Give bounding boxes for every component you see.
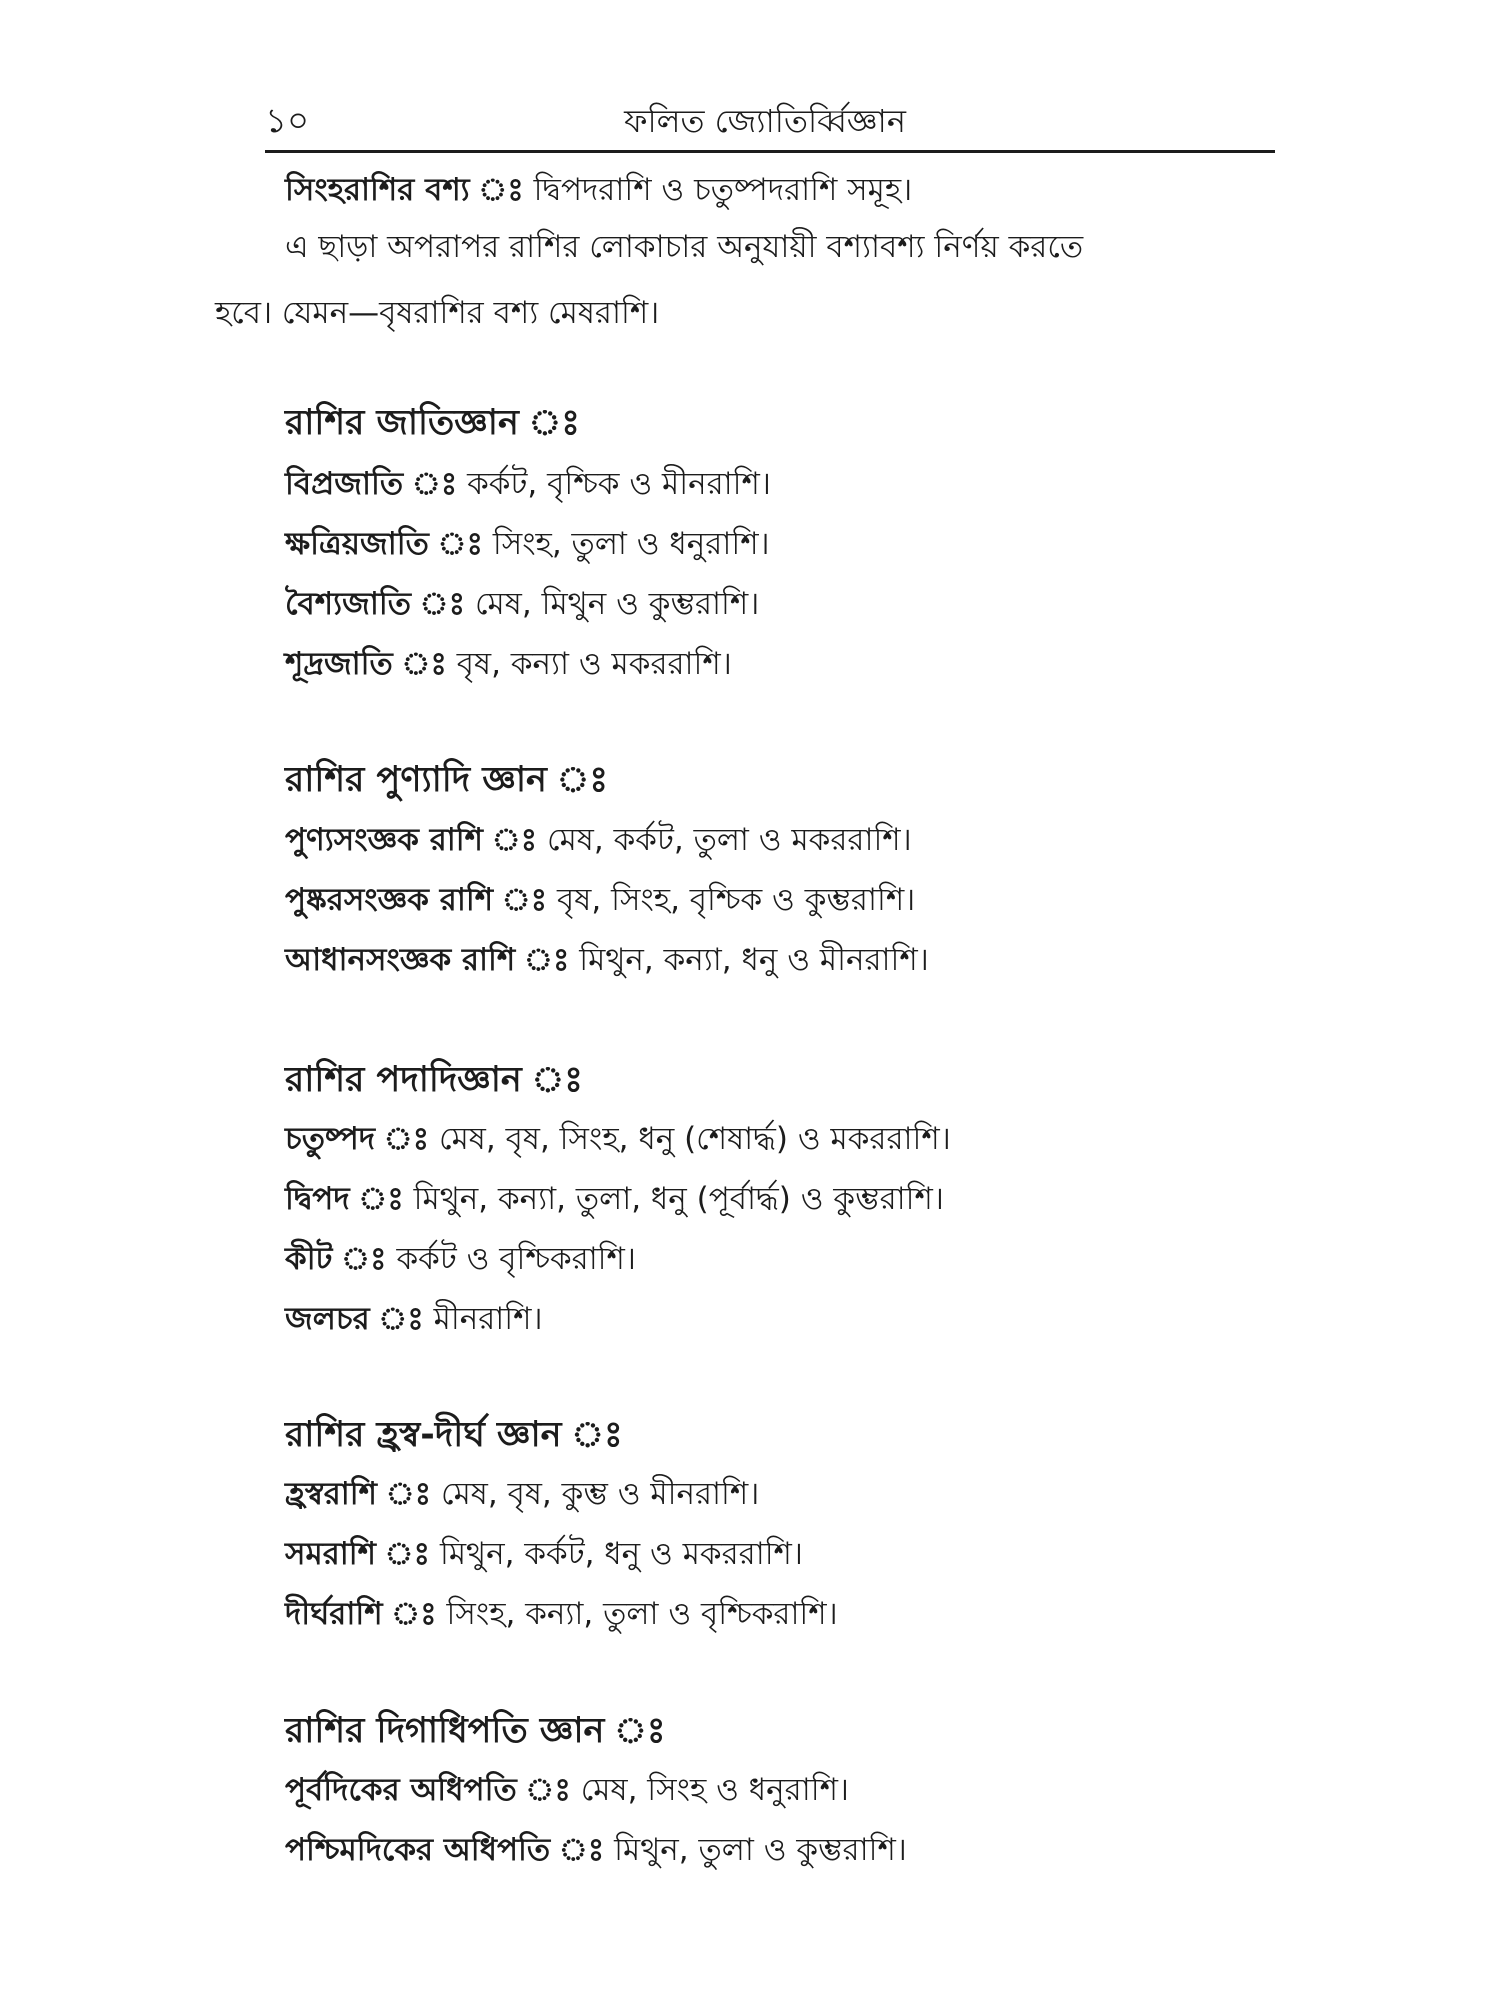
intro-label: সিংহরাশির বশ্য ঃ: [285, 172, 524, 208]
list-item: [285, 1294, 543, 1344]
intro-paragraph: [215, 214, 1285, 346]
list-item: [285, 639, 732, 689]
item-label: দীর্ঘরাশি ঃ: [285, 1596, 437, 1632]
item-label: চতুষ্পদ ঃ: [285, 1121, 430, 1157]
list-item: [285, 875, 915, 925]
item-text: মিথুন, কর্কট, ধনু ও মকররাশি।: [430, 1536, 803, 1572]
item-text: বৃষ, কন্যা ও মকররাশি।: [446, 646, 732, 682]
section-heading-digadhipati: রাশির দিগাধিপতি জ্ঞান ঃ: [285, 1711, 666, 1751]
list-item: [285, 579, 759, 629]
item-label: শূদ্রজাতি ঃ: [285, 646, 447, 682]
intro-line: [285, 165, 912, 215]
item-text: মেষ, কর্কট, তুলা ও মকররাশি।: [537, 822, 912, 858]
list-item: [285, 815, 912, 865]
header-rule: [265, 150, 1275, 153]
item-text: মিথুন, কন্যা, তুলা, ধনু (পূর্বার্দ্ধ) ও কুম্ভরাশি।: [403, 1181, 944, 1217]
item-text: কর্কট, বৃশ্চিক ও মীনরাশি।: [457, 466, 771, 502]
running-title: ফলিত জ্যোতির্ব্বিজ্ঞান: [624, 102, 906, 140]
item-label: কীট ঃ: [285, 1241, 387, 1277]
item-label: জলচর ঃ: [285, 1301, 424, 1337]
section-heading-punyadi: রাশির পুণ্যাদি জ্ঞান ঃ: [285, 760, 609, 800]
item-text: মেষ, বৃষ, কুম্ভ ও মীনরাশি।: [431, 1476, 760, 1512]
item-label: বৈশ্যজাতি ঃ: [285, 586, 466, 622]
item-label: ক্ষত্রিয়জাতি ঃ: [285, 526, 484, 562]
item-text: মেষ, বৃষ, সিংহ, ধনু (শেষার্দ্ধ) ও মকররাশি।: [429, 1121, 951, 1157]
paragraph-line: এ ছাড়া অপরাপর রাশির লোকাচার অনুযায়ী বশ্যাবশ্য নির্ণয় করতে: [285, 229, 1084, 265]
intro-text: দ্বিপদরাশি ও চতুষ্পদরাশি সমূহ।: [523, 172, 913, 208]
section-heading-jati: রাশির জাতিজ্ঞান ঃ: [285, 403, 580, 443]
list-item: [285, 1529, 803, 1579]
list-item: [285, 1589, 838, 1639]
list-item: [285, 1174, 944, 1224]
item-text: কর্কট ও বৃশ্চিকরাশি।: [386, 1241, 636, 1277]
paragraph-line: হবে। যেমন—বৃষরাশির বশ্য মেষরাশি।: [215, 295, 660, 331]
section-heading-padadi: রাশির পদাদিজ্ঞান ঃ: [285, 1060, 583, 1100]
list-item: [285, 519, 770, 569]
item-label: পূর্বদিকের অধিপতি ঃ: [285, 1772, 571, 1808]
item-label: পুণ্যসংজ্ঞক রাশি ঃ: [285, 822, 538, 858]
item-text: মিথুন, কন্যা, ধনু ও মীনরাশি।: [569, 942, 929, 978]
section-heading-hrasva-dirgha: রাশির হ্রস্ব-দীর্ঘ জ্ঞান ঃ: [285, 1415, 623, 1455]
item-text: মেষ, সিংহ ও ধনুরাশি।: [570, 1772, 850, 1808]
item-label: বিপ্রজাতি ঃ: [285, 466, 458, 502]
list-item: [285, 1469, 759, 1519]
item-label: হ্রস্বরাশি ঃ: [285, 1476, 432, 1512]
list-item: [285, 1114, 951, 1164]
item-text: মীনরাশি।: [423, 1301, 543, 1337]
item-text: মেষ, মিথুন ও কুম্ভরাশি।: [465, 586, 760, 622]
list-item: [285, 459, 771, 509]
item-label: পশ্চিমদিকের অধিপতি ঃ: [285, 1832, 605, 1868]
item-text: বৃষ, সিংহ, বৃশ্চিক ও কুম্ভরাশি।: [547, 882, 916, 918]
item-text: মিথুন, তুলা ও কুম্ভরাশি।: [604, 1832, 907, 1868]
item-label: দ্বিপদ ঃ: [285, 1181, 404, 1217]
item-text: সিংহ, তুলা ও ধনুরাশি।: [483, 526, 770, 562]
page-header: [265, 92, 1275, 150]
item-label: সমরাশি ঃ: [285, 1536, 431, 1572]
item-text: সিংহ, কন্যা, তুলা ও বৃশ্চিকরাশি।: [436, 1596, 838, 1632]
item-label: পুষ্করসংজ্ঞক রাশি ঃ: [285, 882, 548, 918]
list-item: [285, 1825, 907, 1875]
list-item: [285, 1765, 849, 1815]
list-item: [285, 935, 929, 985]
item-label: আধানসংজ্ঞক রাশি ঃ: [285, 942, 570, 978]
page-number: ১০: [265, 101, 310, 141]
list-item: [285, 1234, 636, 1284]
